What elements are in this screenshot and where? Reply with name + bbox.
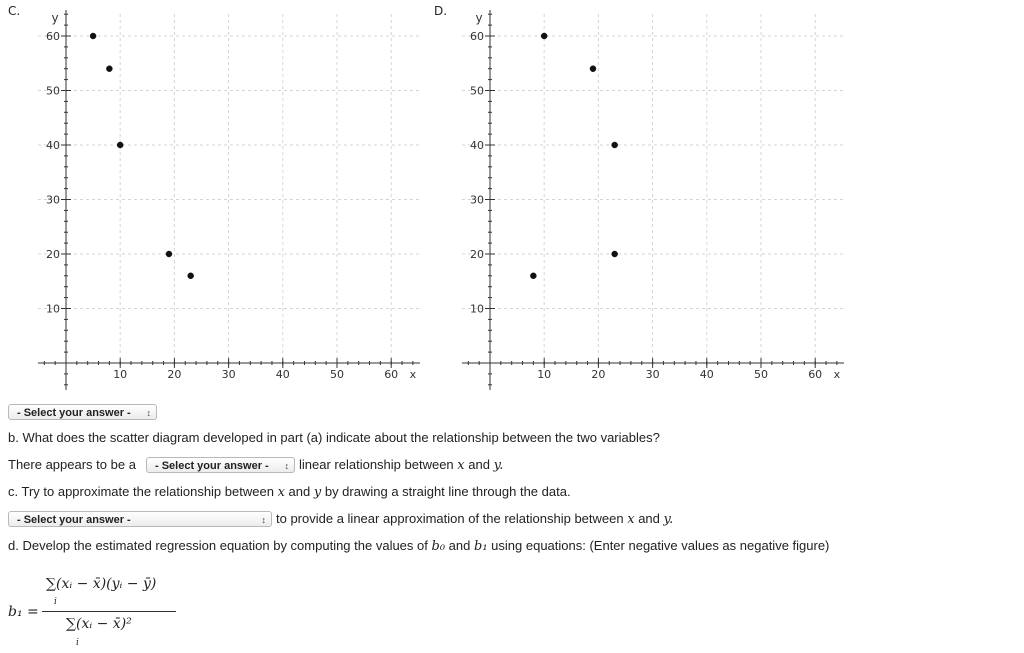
var-y: y	[313, 485, 322, 500]
relationship-select[interactable]	[146, 457, 295, 473]
formula-lhs: b₁ =	[8, 604, 39, 620]
data-point	[106, 66, 112, 72]
question-c	[8, 484, 571, 501]
chart-c-svg	[0, 0, 424, 395]
answer-b-row	[8, 457, 136, 473]
question-b-text: b. What does the scatter diagram developed in part (a) indicate about the relationship between the two variables?	[8, 430, 660, 445]
b0-symbol: b₀	[431, 539, 446, 554]
relationship-select-value: - Select your answer -	[155, 460, 269, 472]
data-point	[90, 33, 96, 39]
y-tick-label: 50	[470, 84, 484, 98]
line-approx-select[interactable]	[8, 511, 272, 527]
and-text: and	[288, 484, 311, 499]
var-y: y.	[663, 512, 674, 527]
chart-d-svg	[424, 0, 848, 395]
x-tick-label: 10	[113, 368, 128, 381]
y-tick-label: 60	[470, 30, 484, 43]
x-tick-label: 60	[808, 368, 823, 381]
var-x: x	[277, 485, 285, 500]
fraction-bar	[42, 611, 176, 612]
y-tick-label: 40	[46, 139, 60, 152]
data-point	[188, 273, 194, 279]
scatter-chart-c	[0, 0, 424, 398]
y-tick-label: 20	[46, 248, 60, 261]
x-tick-label: 30	[645, 368, 660, 381]
x-tick-label: 10	[537, 368, 552, 381]
x-tick-label: 50	[754, 368, 768, 381]
chart-label: D.	[434, 4, 448, 18]
y-tick-label: 60	[46, 30, 60, 43]
y-tick-label: 30	[470, 193, 484, 207]
y-axis-label: y	[51, 11, 59, 25]
var-y: y.	[493, 458, 504, 473]
question-d-suffix: using equations: (Enter negative values as negative figure)	[491, 538, 830, 553]
y-tick-label: 40	[470, 139, 484, 152]
y-axis-label: y	[475, 11, 483, 25]
question-d-prefix: d. Develop the estimated regression equation by computing the values of	[8, 538, 428, 553]
y-tick-label: 10	[46, 302, 60, 316]
answer-b-prefix: There appears to be a	[8, 457, 136, 472]
line-approx-select-value: - Select your answer -	[17, 514, 131, 526]
question-b	[8, 430, 660, 446]
x-tick-label: 50	[330, 368, 344, 381]
x-tick-label: 40	[275, 368, 290, 381]
question-c-prefix: c. Try to approximate the relationship between	[8, 484, 274, 499]
select-arrows-icon: ↕	[284, 461, 289, 471]
x-tick-label: 20	[591, 368, 606, 381]
data-point	[590, 66, 596, 72]
and-text: and	[468, 457, 490, 472]
question-d	[8, 538, 829, 555]
x-tick-label: 30	[221, 368, 236, 381]
y-tick-label: 50	[46, 84, 60, 98]
select-arrows-icon: ↕	[146, 408, 151, 418]
x-axis-label: x	[409, 368, 417, 381]
formula-numerator: ∑(xᵢ − x̄)(yᵢ − ȳ)	[46, 576, 157, 592]
var-x: x	[627, 512, 635, 527]
formula-denominator: ∑(xᵢ − x̄)²	[66, 616, 132, 632]
scatter-chart-d	[424, 0, 848, 398]
b1-symbol: b₁	[474, 539, 488, 554]
chart-label: C.	[8, 4, 21, 18]
answer-b-suffix: linear relationship between	[299, 457, 454, 472]
formula-numerator-index: i	[54, 597, 57, 607]
x-tick-label: 60	[384, 368, 399, 381]
data-point	[612, 142, 618, 148]
x-axis-label: x	[833, 368, 841, 381]
data-point	[541, 33, 547, 39]
question-c-suffix: by drawing a straight line through the data.	[324, 484, 571, 499]
data-point	[166, 251, 172, 257]
data-point	[117, 142, 123, 148]
scatter-choice-select[interactable]	[8, 404, 157, 420]
answer-b-suffix-row	[299, 457, 503, 474]
x-tick-label: 20	[167, 368, 182, 381]
answer-c-text: to provide a linear approximation of the relationship between	[276, 511, 624, 526]
data-point	[612, 251, 618, 257]
data-point	[530, 273, 536, 279]
y-tick-label: 20	[470, 248, 484, 261]
var-x: x	[457, 458, 465, 473]
x-tick-label: 40	[699, 368, 714, 381]
y-tick-label: 10	[470, 302, 484, 316]
scatter-choice-select-value: - Select your answer -	[17, 407, 131, 419]
formula-denominator-index: i	[76, 638, 79, 648]
and-text: and	[638, 511, 660, 526]
answer-c-row	[276, 511, 673, 528]
and-text: and	[448, 538, 471, 553]
y-tick-label: 30	[46, 193, 60, 207]
select-arrows-icon: ↕	[261, 515, 266, 525]
